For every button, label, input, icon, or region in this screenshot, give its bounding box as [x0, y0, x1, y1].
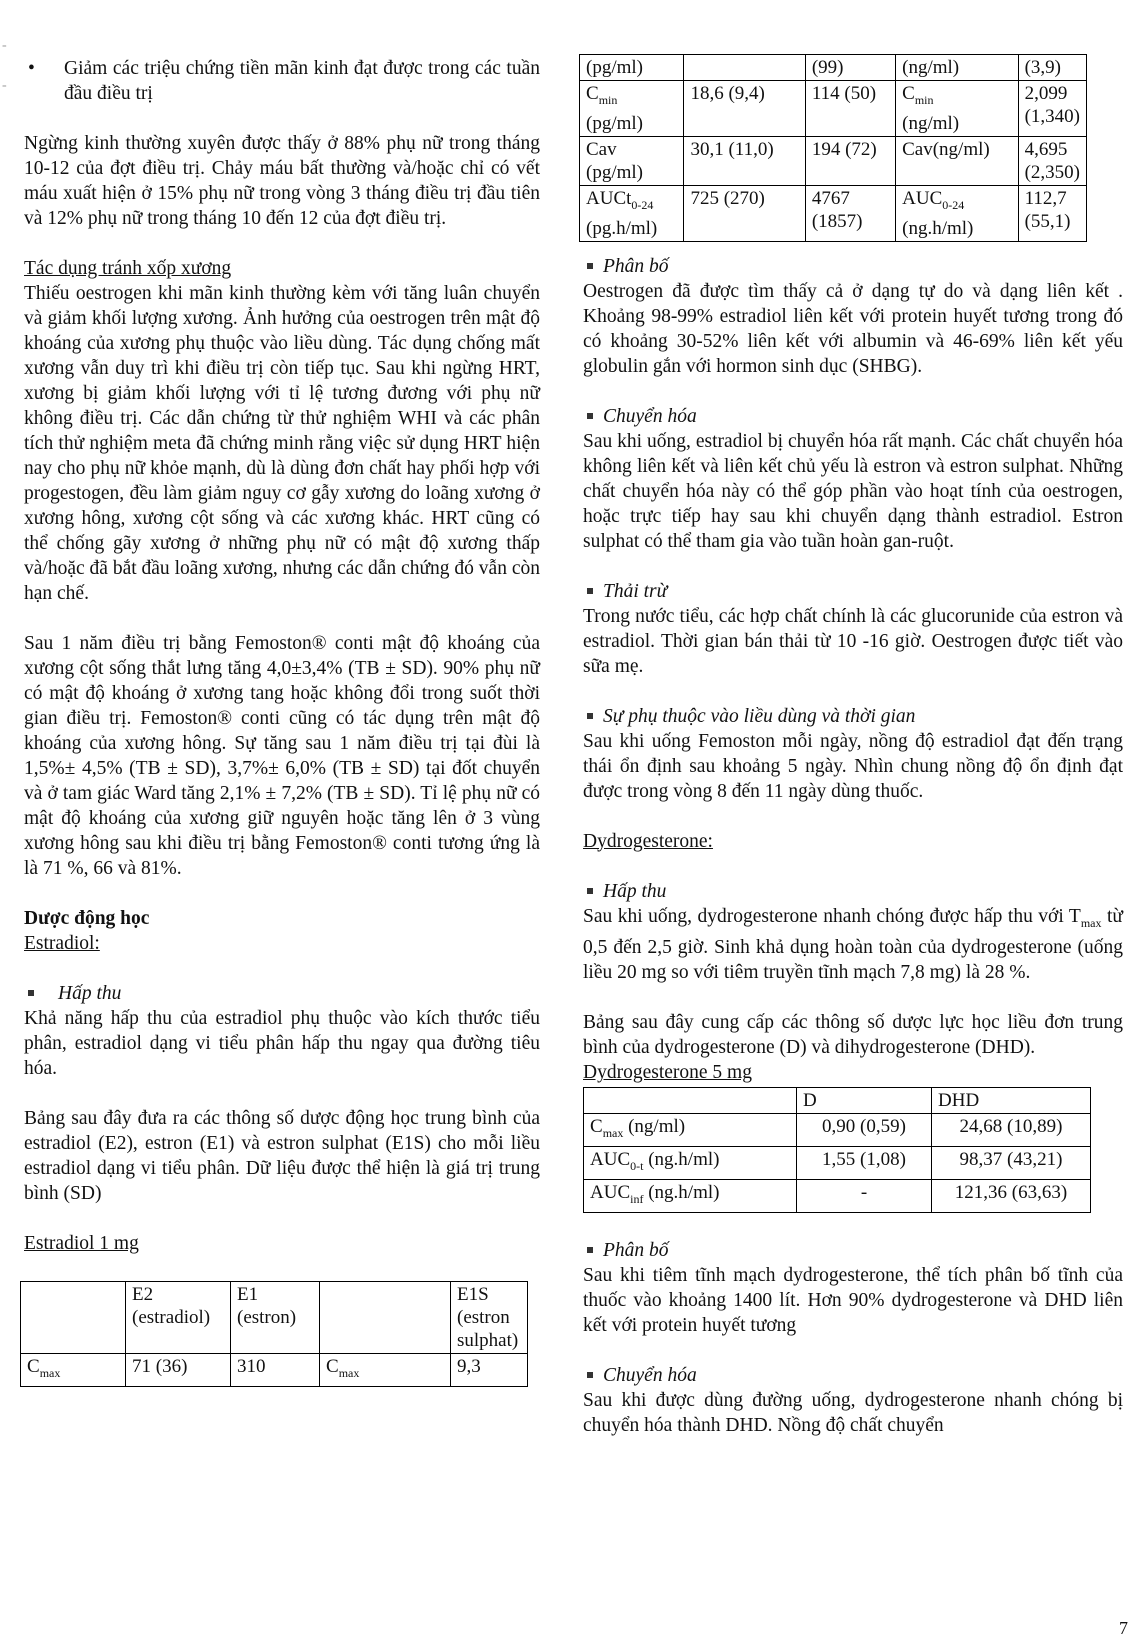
square-bullet-icon: [587, 1247, 593, 1253]
table-cell: E2 (estradiol): [126, 1282, 231, 1354]
table-cell: 310: [231, 1354, 320, 1387]
metabolism-paragraph: Sau khi uống, estradiol bị chuyển hóa rất mạnh. Các chất chuyển hóa không liên kết và liên kết chủ yếu là estron và estron sulphat. Những chất chuyển hóa này có thể góp phần vào hoạt tính của oestrogen, hoặc trực tiếp hay sau khi chuyển dạng thành estradiol. Estron sulphat có thể tham gia vào tuần hoàn gan-ruột.: [583, 430, 1123, 552]
dose-heading: Sự phụ thuộc vào liều dùng và thời gian: [583, 704, 1123, 729]
table-cell: (99): [805, 55, 895, 81]
dydro-table-intro: Bảng sau đây cung cấp các thông số dược lực học liều đơn trung bình của dydrogesterone (D) và dihydrogesterone (DHD).: [583, 1012, 1123, 1059]
absorption2-paragraph: Sau khi uống, dydrogesterone nhanh chóng được hấp thu với $T_{max}$ từ 0,5 đến 2,5 giờ. Sinh khả dụng hoàn toàn của dydrogesterone (uống liều 20 mg so với tiêm truyền tĩnh mạch 7,8 mg) là 28 %.: [583, 905, 1123, 984]
square-bullet-icon: [587, 588, 593, 594]
estradiol-table-part1: [20, 1281, 528, 1387]
square-bullet-icon: [587, 413, 593, 419]
estradiol-heading: Estradiol:: [24, 933, 100, 954]
table-cell: D: [797, 1088, 932, 1114]
table-row: [580, 81, 1087, 137]
table-cell: Cav (pg/ml): [580, 136, 684, 185]
table-row: [21, 1354, 528, 1387]
table-cell: 18,6 (9,4): [684, 81, 805, 137]
table-cell: 725 (270): [684, 185, 805, 241]
table-row: [580, 136, 1087, 185]
table-cell: -: [797, 1180, 932, 1213]
metabolism-heading: Chuyển hóa: [583, 404, 1123, 429]
table-cell: (pg/ml): [580, 55, 684, 81]
square-bullet-icon: [587, 263, 593, 269]
table-cell: E1S (estron sulphat): [451, 1282, 528, 1354]
table-cell: $C_{max}$: [320, 1354, 451, 1387]
scan-mark: -: [2, 78, 7, 93]
table-cell: 4767 (1857): [805, 185, 895, 241]
table-cell: Cav(ng/ml): [896, 136, 1018, 185]
table-cell: E1 (estron): [231, 1282, 320, 1354]
table-cell: [21, 1282, 126, 1354]
table-intro-paragraph: Bảng sau đây đưa ra các thông số dược động học trung bình của estradiol (E2), estron (E1) và estron sulphat (E1S) cho mỗi liều estradiol dạng vi tiểu phân. Dữ liệu được thể hiện là giá trị trung bình (SD): [24, 1108, 540, 1204]
distribution2-heading: Phân bố: [583, 1238, 1123, 1263]
table-cell: DHD: [932, 1088, 1091, 1114]
bullet-item: [24, 56, 540, 106]
square-bullet-icon: [587, 713, 593, 719]
right-column: [583, 56, 1123, 1438]
table-cell: $AUC_{0-24}$ (ng.h/ml): [896, 185, 1018, 241]
absorption2-heading: Hấp thu: [583, 879, 1123, 904]
table-cell: [684, 55, 805, 81]
metabolism2-paragraph: Sau khi được dùng đường uống, dydrogesterone nhanh chóng bị chuyển hóa thành DHD. Nồng độ chất chuyển: [583, 1389, 1123, 1436]
square-bullet-icon: [587, 1372, 593, 1378]
elimination-paragraph: Trong nước tiểu, các hợp chất chính là các glucorunide của estron và estradiol. Thời gian bán thải từ 10 -16 giờ. Oestrogen được tiết vào sữa mẹ.: [583, 605, 1123, 677]
dydrogesterone-heading: Dydrogesterone:: [583, 830, 713, 852]
table-row: [580, 55, 1087, 81]
table-cell: (3,9): [1018, 55, 1086, 81]
square-bullet-icon: [28, 990, 34, 996]
table-row: [584, 1147, 1091, 1180]
square-bullet-icon: [587, 888, 593, 894]
bullet-text: Giảm các triệu chứng tiền mãn kinh đạt được trong các tuần đầu điều trị: [64, 58, 540, 104]
dydrogesterone-table: [583, 1087, 1091, 1212]
table-cell: 30,1 (11,0): [684, 136, 805, 185]
table-cell: 121,36 (63,63): [932, 1180, 1091, 1213]
absorption-heading: Hấp thu: [24, 981, 540, 1006]
absorption-paragraph: Khả năng hấp thu của estradiol phụ thuộc vào kích thước tiểu phân, estradiol dạng vi tiểu phân hấp thu ngay qua đường tiêu hóa.: [24, 1008, 540, 1079]
pk-heading: Dược động học: [24, 908, 150, 929]
table-row: [21, 1282, 528, 1354]
table-cell: $C_{max}$ (ng/ml): [584, 1114, 797, 1147]
table-cell: $C_{min}$ (ng/ml): [896, 81, 1018, 137]
table-row: [584, 1114, 1091, 1147]
estradiol-table-title: Estradiol 1 mg: [24, 1233, 139, 1254]
table-cell: 1,55 (1,08): [797, 1147, 932, 1180]
menstruation-paragraph: Ngừng kinh thường xuyên được thấy ở 88% phụ nữ trong tháng 10-12 của đợt điều trị. Chảy máu bất thường và/hoặc chỉ có vết máu xuất hiện ở 15% phụ nữ trong vòng 3 tháng điều trị đầu tiên và 12% phụ nữ trong tháng 10 đến 12 của đợt điều trị.: [24, 133, 540, 229]
table-cell: AUCt$_{0-24}$ (pg.h/ml): [580, 185, 684, 241]
table-cell: 0,90 (0,59): [797, 1114, 932, 1147]
osteo-heading: Tác dụng tránh xốp xương: [24, 258, 232, 279]
bullet-icon: •: [28, 58, 35, 79]
table-row: [580, 185, 1087, 241]
dose-paragraph: Sau khi uống Femoston mỗi ngày, nồng độ estradiol đạt đến trạng thái ổn định sau khoảng 5 ngày. Nhìn chung nồng độ ổn định đạt được trong vòng 8 đến 11 ngày dùng thuốc.: [583, 730, 1123, 802]
table-cell: 9,3: [451, 1354, 528, 1387]
table-cell: $C_{max}$: [21, 1354, 126, 1387]
table-cell: 2,099 (1,340): [1018, 81, 1086, 137]
table-cell: 112,7 (55,1): [1018, 185, 1086, 241]
elimination-heading: Thải trừ: [583, 579, 1123, 604]
dydro-table-title: Dydrogesterone 5 mg: [583, 1062, 752, 1084]
table-cell: (ng/ml): [896, 55, 1018, 81]
table-cell: $AUC_{inf}$ (ng.h/ml): [584, 1180, 797, 1213]
table-cell: $C_{min}$ (pg/ml): [580, 81, 684, 137]
table-cell: 4,695 (2,350): [1018, 136, 1086, 185]
estradiol-table-part2: [579, 54, 1087, 242]
distribution-paragraph: Oestrogen đã được tìm thấy cả ở dạng tự do và dạng liên kết . Khoảng 98-99% estradiol liên kết với protein huyết tương trong đó có khoảng 30-52% liên kết với albumin và 46-69% liên kết yếu globulin gắn với hormon sinh dục (SHBG).: [583, 280, 1123, 377]
table-row: [584, 1088, 1091, 1114]
distribution-heading: Phân bố: [583, 254, 1123, 279]
table-cell: 71 (36): [126, 1354, 231, 1387]
distribution2-paragraph: Sau khi tiêm tĩnh mạch dydrogesterone, thể tích phân bố tĩnh của thuốc vào khoảng 1400 lít. Hơn 90% dydrogesterone và DHD liên kết với protein huyết tương: [583, 1264, 1123, 1336]
femoston-paragraph: Sau 1 năm điều trị bằng Femoston® conti mật độ khoáng của xương cột sống thắt lưng tăng 4,0±3,4% (TB ± SD). 90% phụ nữ có mật độ khoáng ở xương tang hoặc không đổi trong suốt thời gian điều trị. Femoston® conti cũng có tác dụng trên mật độ khoáng của xương hông. Sự tăng sau 1 năm điều trị tại đùi là 1,5%± 4,5% (TB ± SD), 3,7%± 6,0% (TB ± SD) tại đốt chuyển và ở tam giác Ward tăng 2,1% ± 7,2% (TB ± SD). Tỉ lệ phụ nữ có mật độ khoáng của xương giữ nguyên hoặc tăng lên ở 3 vùng xương hông sau khi điều trị bằng Femoston® conti tương ứng là là 71 %, 66 và 81%.: [24, 633, 540, 879]
scan-mark: -: [2, 38, 7, 53]
page-number: 7: [1119, 1618, 1128, 1638]
table-cell: 24,68 (10,89): [932, 1114, 1091, 1147]
table-row: [584, 1180, 1091, 1213]
table-cell: [320, 1282, 451, 1354]
table-cell: 114 (50): [805, 81, 895, 137]
table-cell: [584, 1088, 797, 1114]
metabolism2-heading: Chuyển hóa: [583, 1363, 1123, 1388]
table-cell: 194 (72): [805, 136, 895, 185]
table-cell: $AUC_{0-t}$ (ng.h/ml): [584, 1147, 797, 1180]
left-column: [24, 56, 540, 1387]
osteo-paragraph: Thiếu oestrogen khi mãn kinh thường kèm với tăng luân chuyển và giảm khối lượng xương. Ảnh hưởng của oestrogen trên mật độ khoáng của xương phụ thuộc vào liều dùng. Tác dụng chống mất xương vẫn duy trì khi điều trị còn tiếp tục. Sau khi ngừng HRT, xương bị giảm khối lượng với tỉ lệ tương đương với phụ nữ không điều trị. Các dẫn chứng từ thử nghiệm WHI và các phân tích thử nghiệm meta đã chứng minh rằng việc sử dụng HRT hiện nay cho phụ nữ khỏe mạnh, dù là dùng đơn chất hay phối hợp với progestogen, đều làm giảm nguy cơ gẫy xương do loãng xương ở xương hông, xương cột sống và các xương khác. HRT cũng có thể chống gãy xương ở những phụ nữ có mật độ xương thấp và/hoặc đã bắt đầu loãng xương, nhưng các dẫn chứng đó vẫn còn hạn chế.: [24, 283, 540, 604]
table-cell: 98,37 (43,21): [932, 1147, 1091, 1180]
